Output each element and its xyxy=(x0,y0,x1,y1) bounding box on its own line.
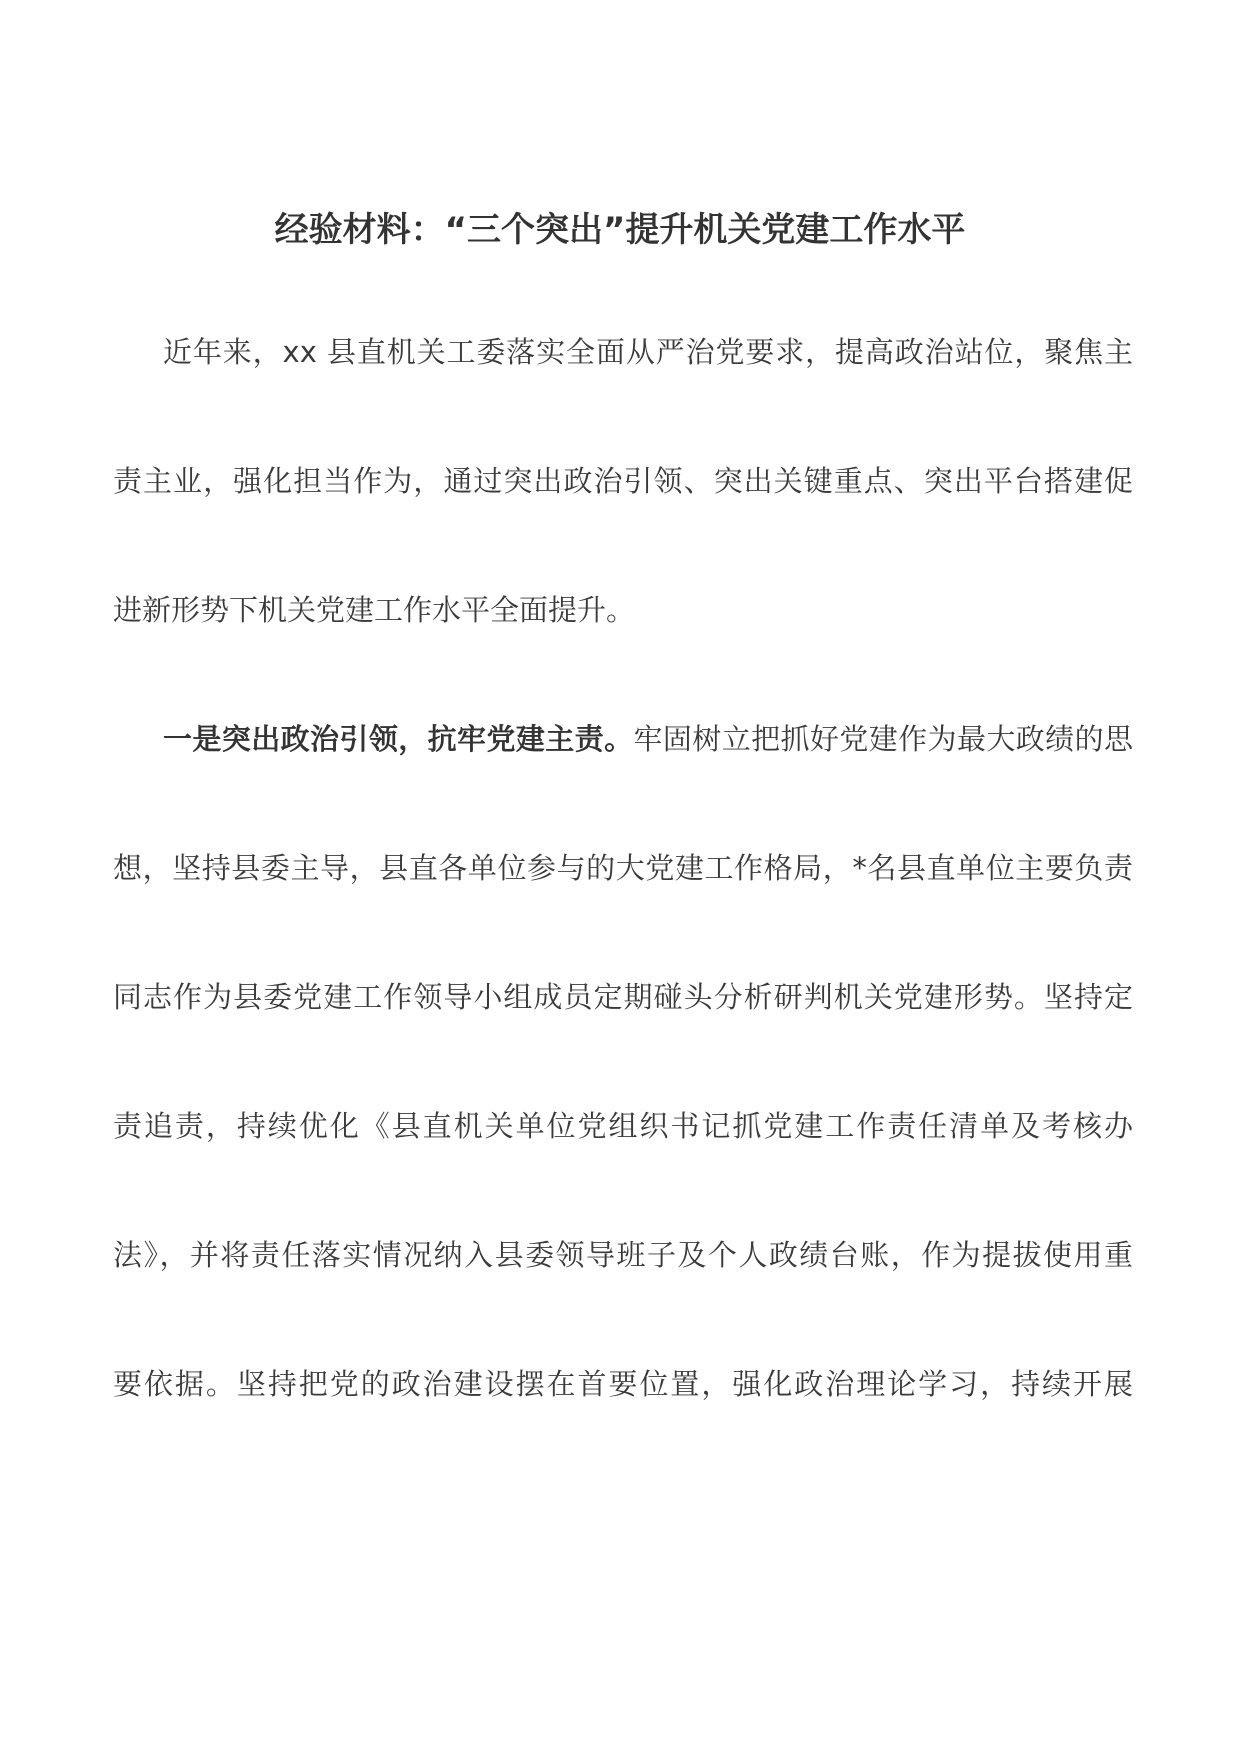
paragraph-2-line-3: 同志作为县委党建工作领导小组成员定期碰头分析研判机关党建形势。坚持定 xyxy=(113,980,1133,1014)
paragraph-2-line-1-text: 牢固树立把抓好党建作为最大政绩的思 xyxy=(633,722,1133,756)
paragraph-1-line-3: 进新形势下机关党建工作水平全面提升。 xyxy=(113,593,636,627)
paragraph-2-line-1 xyxy=(163,709,1133,769)
paragraph-2-line-5: 法》，并将责任落实情况纳入县委领导班子及个人政绩台账，作为提拔使用重 xyxy=(113,1238,1133,1272)
paragraph-2-line-2: 想，坚持县委主导，县直各单位参与的大党建工作格局，*名县直单位主要负责 xyxy=(113,851,1133,885)
paragraph-1-line-1: 近年来，xx 县直机关工委落实全面从严治党要求，提高政治站位，聚焦主 xyxy=(163,335,1133,369)
paragraph-2-lead: 一是突出政治引领，抗牢党建主责。 xyxy=(163,722,634,756)
paragraph-2-line-4: 责追责，持续优化《县直机关单位党组织书记抓党建工作责任清单及考核办 xyxy=(113,1109,1133,1143)
paragraph-1-line-2: 责主业，强化担当作为，通过突出政治引领、突出关键重点、突出平台搭建促 xyxy=(113,464,1133,498)
paragraph-2-line-6: 要依据。坚持把党的政治建设摆在首要位置，强化政治理论学习，持续开展 xyxy=(113,1367,1133,1401)
document-title: 经验材料：“三个突出”提升机关党建工作水平 xyxy=(274,210,966,250)
